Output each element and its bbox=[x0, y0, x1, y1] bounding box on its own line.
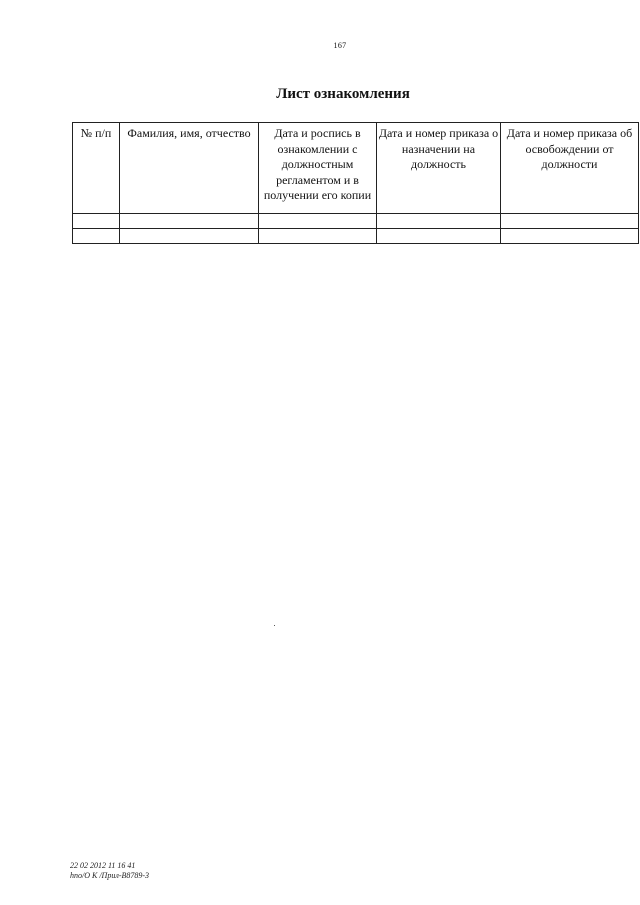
header-appointment-order: Дата и номер приказа о назначении на должность bbox=[377, 123, 501, 214]
footer-timestamp: 22 02 2012 11 16 41 bbox=[70, 861, 136, 870]
acquaintance-table bbox=[72, 122, 639, 244]
table-cell bbox=[377, 229, 501, 244]
table-row bbox=[73, 229, 639, 244]
table-row bbox=[73, 214, 639, 229]
table-cell bbox=[73, 229, 120, 244]
table-cell bbox=[259, 229, 377, 244]
scan-speck bbox=[274, 625, 275, 626]
table-cell bbox=[259, 214, 377, 229]
footer-document-code: hno/O K /Прил-B8789-3 bbox=[70, 871, 150, 880]
table-cell bbox=[73, 214, 120, 229]
sheet-title: Лист ознакомления bbox=[276, 86, 410, 102]
header-number: № п/п bbox=[73, 123, 120, 214]
table-cell bbox=[501, 229, 639, 244]
header-acquaintance-signature: Дата и роспись в ознакомлении с должностным регламентом и в получении его копии bbox=[259, 123, 377, 214]
table-cell bbox=[377, 214, 501, 229]
table-cell bbox=[120, 229, 259, 244]
header-full-name: Фамилия, имя, отчество bbox=[120, 123, 259, 214]
header-dismissal-order: Дата и номер приказа об освобождении от должности bbox=[501, 123, 639, 214]
table-cell bbox=[501, 214, 639, 229]
table-header-row bbox=[73, 123, 639, 214]
page-number: 167 bbox=[333, 41, 347, 50]
footer-stamp bbox=[70, 861, 149, 881]
table-cell bbox=[120, 214, 259, 229]
